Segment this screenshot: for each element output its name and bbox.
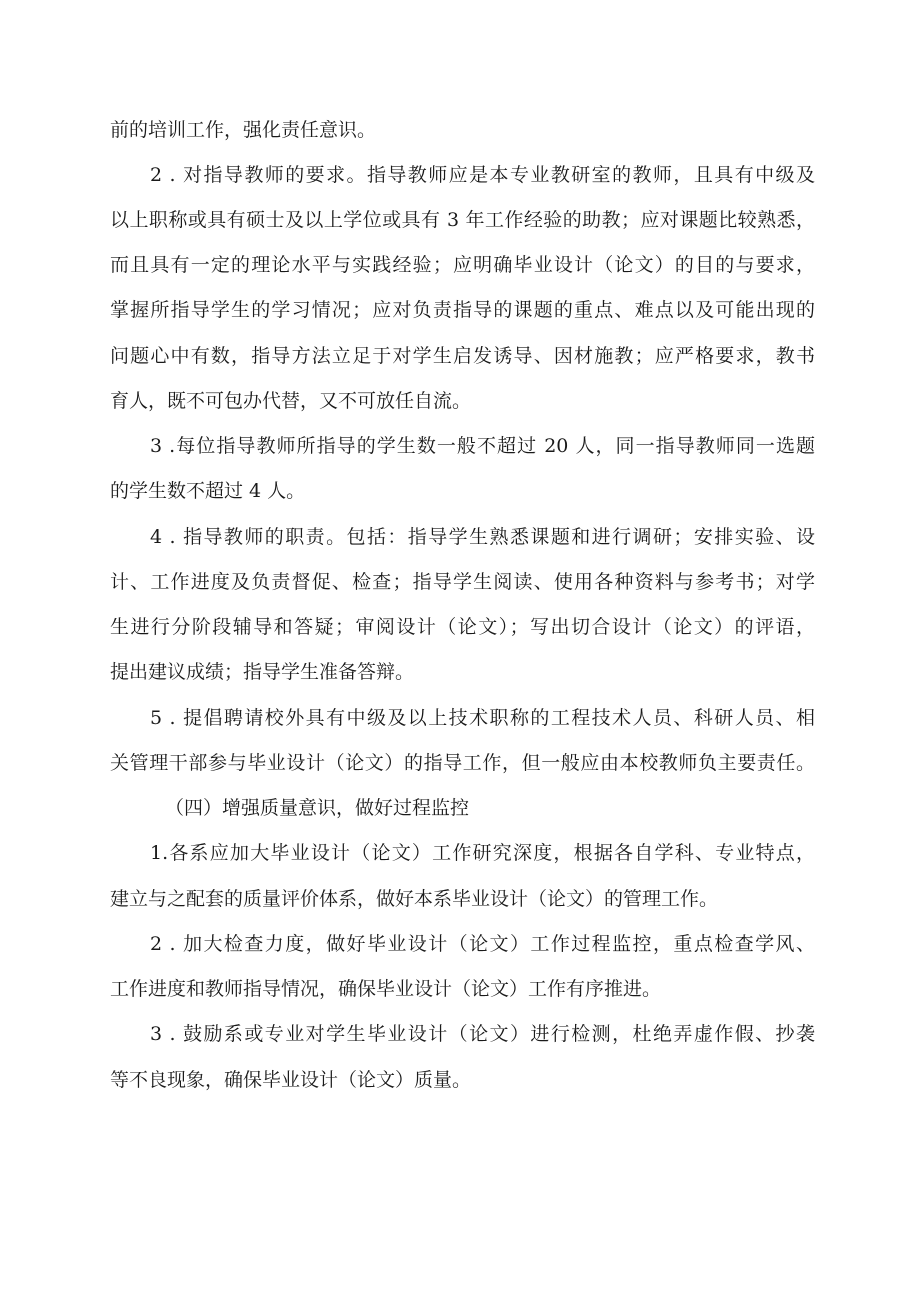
text-line: 掌握所指导学生的学习情况；应对负责指导的课题的重点、难点以及可能出现的	[110, 299, 815, 321]
text-line: 问题心中有数，指导方法立足于对学生启发诱导、因材施教；应严格要求，教书	[110, 345, 815, 367]
text-line: 生进行分阶段辅导和答疑；审阅设计（论文）；写出切合设计（论文）的评语，	[110, 616, 815, 638]
text-line: 以上职称或具有硕士及以上学位或具有 3 年工作经验的助教；应对课题比较熟悉，	[110, 209, 815, 231]
text-line: 而且具有一定的理论水平与实践经验；应明确毕业设计（论文）的目的与要求，	[110, 254, 815, 276]
text-line: 4 . 指导教师的职责。包括：指导学生熟悉课题和进行调研；安排实验、设	[150, 526, 815, 548]
text-line: 3 .每位指导教师所指导的学生数一般不超过 20 人，同一指导教师同一选题	[150, 435, 815, 457]
text-line: 关管理干部参与毕业设计（论文）的指导工作，但一般应由本校教师负主要责任。	[110, 752, 815, 774]
section-heading: （四）增强质量意识，做好过程监控	[165, 797, 470, 819]
text-line: 建立与之配套的质量评价体系，做好本系毕业设计（论文）的管理工作。	[110, 888, 719, 910]
text-line: 前的培训工作，强化责任意识。	[110, 119, 377, 141]
text-line: 育人，既不可包办代替，又不可放任自流。	[110, 390, 472, 412]
text-line: 提出建议成绩；指导学生准备答辩。	[110, 661, 415, 683]
text-line: 工作进度和教师指导情况，确保毕业设计（论文）工作有序推进。	[110, 978, 662, 1000]
text-line: 1.各系应加大毕业设计（论文）工作研究深度，根据各自学科、专业特点，	[150, 842, 815, 864]
text-line: 3 . 鼓励系或专业对学生毕业设计（论文）进行检测，杜绝弄虚作假、抄袭	[150, 1023, 815, 1045]
text-line: 2 . 加大检查力度，做好毕业设计（论文）工作过程监控，重点检查学风、	[150, 933, 815, 955]
text-line: 2 . 对指导教师的要求。指导教师应是本专业教研室的教师，且具有中级及	[150, 164, 815, 186]
text-line: 的学生数不超过 4 人。	[110, 480, 306, 502]
text-line: 计、工作进度及负责督促、检查；指导学生阅读、使用各种资料与参考书；对学	[110, 571, 815, 593]
text-line: 等不良现象，确保毕业设计（论文）质量。	[110, 1069, 472, 1091]
text-line: 5 . 提倡聘请校外具有中级及以上技术职称的工程技术人员、科研人员、相	[150, 707, 815, 729]
